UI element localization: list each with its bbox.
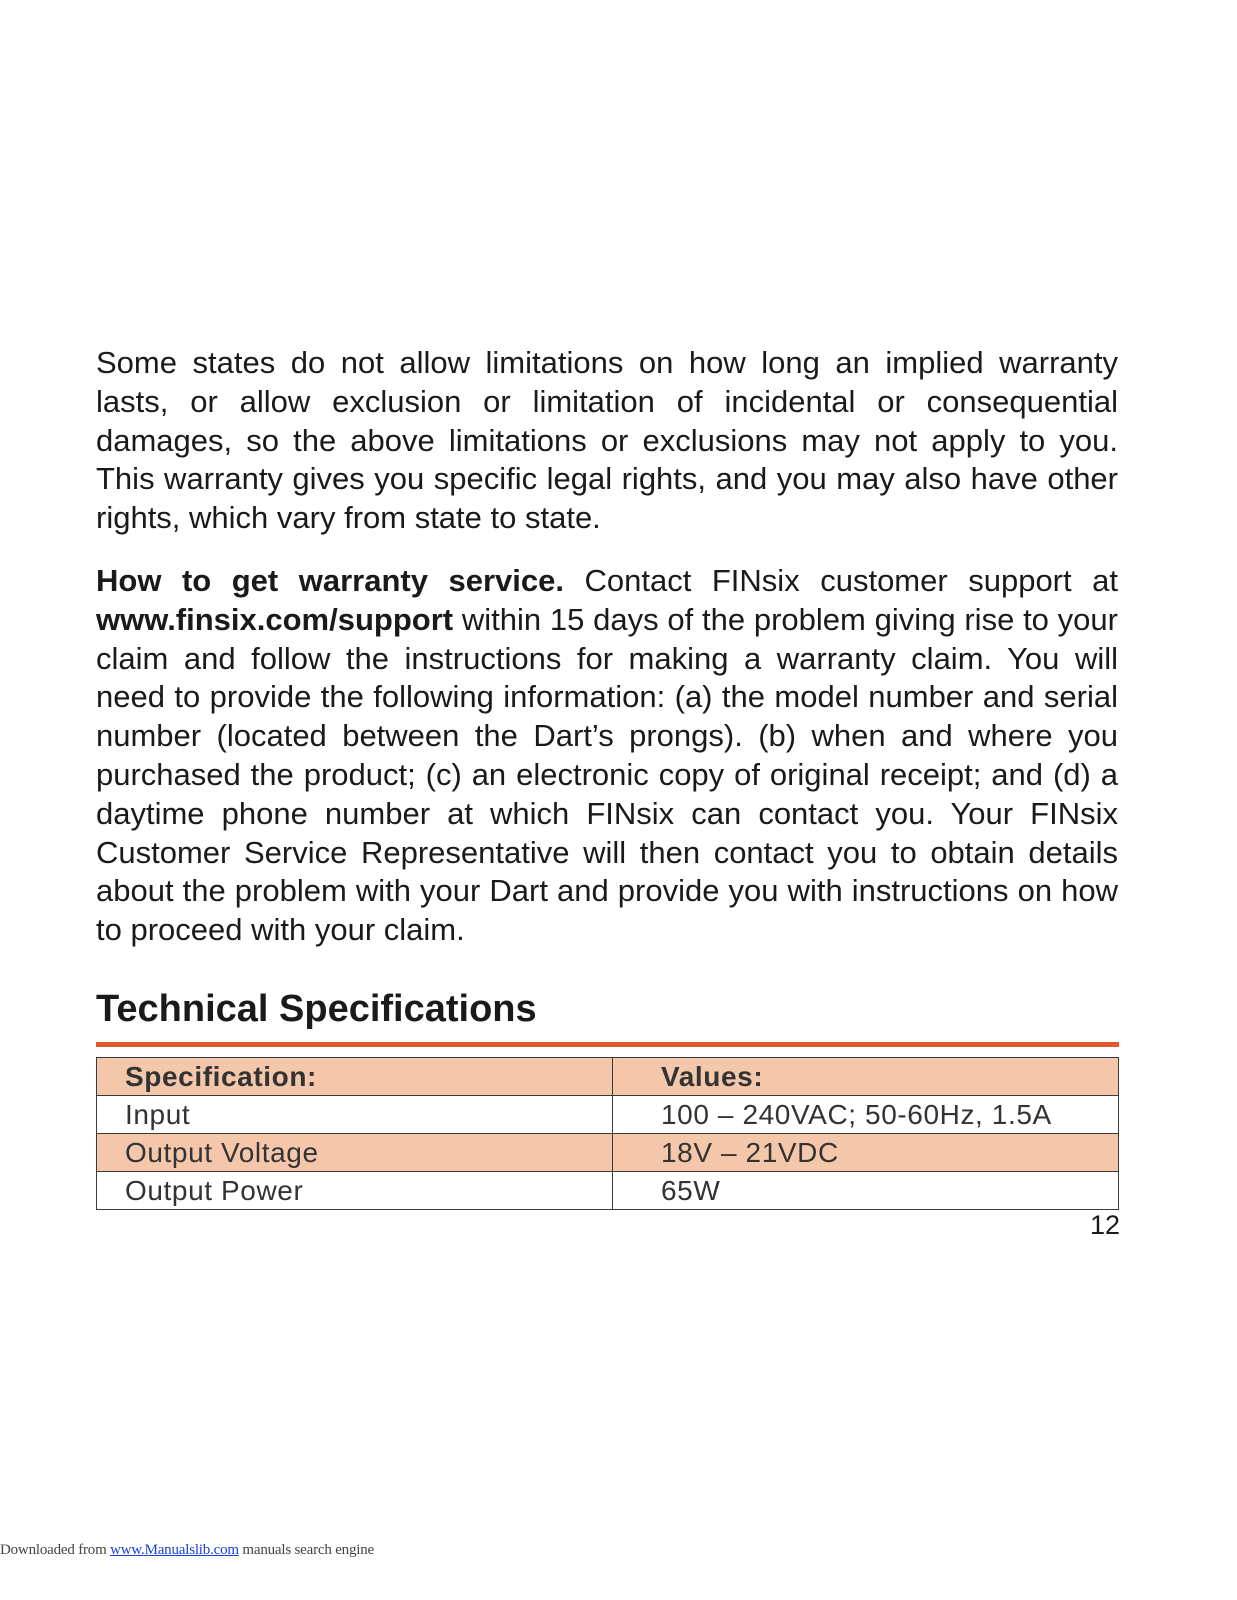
table-row <box>97 1133 1119 1171</box>
footer-prefix: Downloaded from <box>0 1542 111 1558</box>
warranty-service-paragraph <box>96 562 1118 950</box>
spec-value-cell: 100 – 240VAC; 50-60Hz, 1.5A <box>613 1095 1119 1133</box>
table-row <box>97 1095 1119 1133</box>
spec-name-cell: Input <box>97 1095 613 1133</box>
page-content <box>96 344 1118 1210</box>
footer-suffix: manuals search engine <box>238 1542 374 1558</box>
page-number: 12 <box>1090 1210 1121 1240</box>
spec-value-cell: 65W <box>613 1171 1119 1209</box>
spec-name-cell: Output Power <box>97 1171 613 1209</box>
specs-header-row <box>97 1057 1119 1095</box>
manualslib-link[interactable]: www.Manualslib.com <box>110 1542 239 1558</box>
spec-value-cell: 18V – 21VDC <box>613 1133 1119 1171</box>
warranty-service-text-2: within 15 days of the problem giving rise to your claim and follow the instructions for making a warranty claim. You will need to provide the following information: (a) the model number and serial number (located between the Dart’s prongs). (b) when and where you purchased the product; (c) an electronic copy of original receipt; and (d) a daytime phone number at which FINsix can contact you. Your FINsix Customer Service Representative will then contact you to obtain details about the problem with your Dart and provide you with instructions on how to proceed with your claim. <box>96 601 1118 948</box>
warranty-service-text-1: Contact FINsix customer support at <box>564 562 1118 598</box>
warranty-limitations-paragraph: Some states do not allow limitations on how long an implied warranty lasts, or allow exclusion or limitation of incidental or consequential damages, so the above limitations or exclusions may not apply to you. This warranty gives you specific legal rights, and you may also have other rights, which vary from state to state. <box>96 345 1118 536</box>
tech-specs-title: Technical Specifications <box>96 987 537 1030</box>
specs-header-specification: Specification: <box>97 1057 613 1095</box>
specs-header-values: Values: <box>613 1057 1119 1095</box>
spec-name-cell: Output Voltage <box>97 1133 613 1171</box>
table-row <box>97 1171 1119 1209</box>
support-url: www.finsix.com/support <box>96 601 454 637</box>
section-divider <box>96 1042 1119 1047</box>
specs-table <box>96 1057 1119 1210</box>
download-footer <box>0 1542 374 1559</box>
warranty-service-heading: How to get warranty service. <box>96 562 564 598</box>
